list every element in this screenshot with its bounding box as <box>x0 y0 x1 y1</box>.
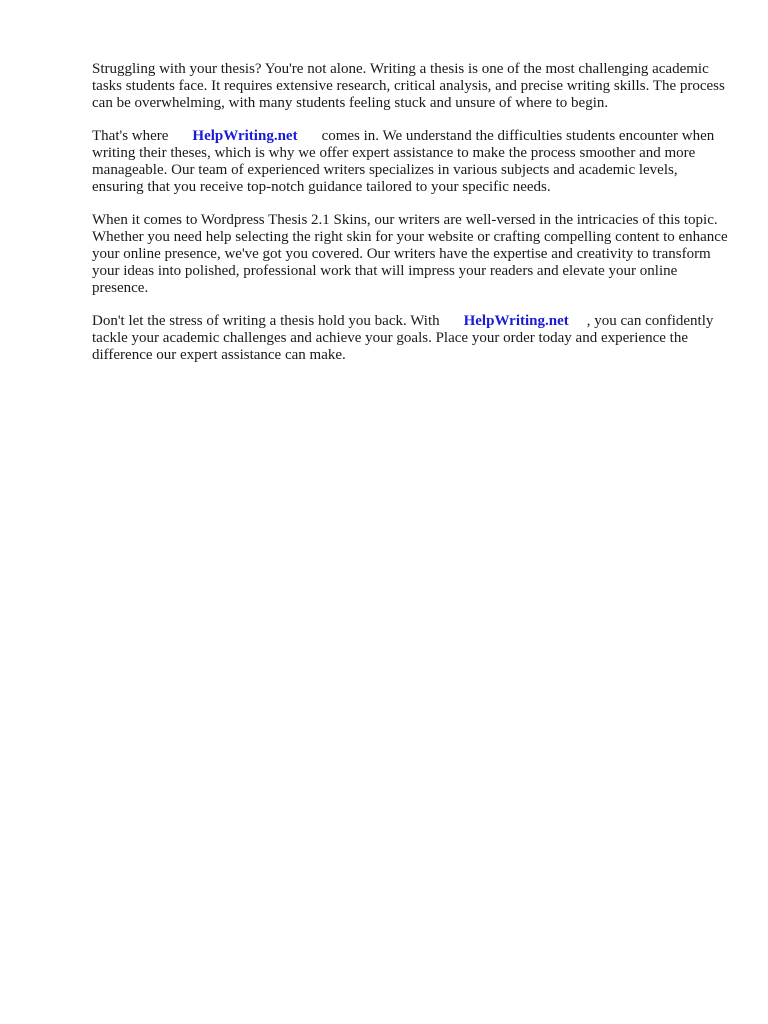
paragraph-intro-text: Struggling with your thesis? You're not alone. Writing a thesis is one of the most challenging academic tasks students face. It requires extensive research, critical analysis, and precise writing skills. The process can be overwhelming, with many students feeling stuck and unsure of where to begin. <box>92 61 725 111</box>
paragraph-closing-lead: Don't let the stress of writing a thesis hold you back. With <box>92 313 440 329</box>
paragraph-closing-text: , you can confidently tackle your academic challenges and achieve your goals. Place your order today and experience the difference our expert assistance can make. <box>92 313 714 363</box>
paragraph-topic-text: When it comes to Wordpress Thesis 2.1 Skins, our writers are well-versed in the intricacies of this topic. Whether you need help selecting the right skin for your website or crafting compelling content to enhance your online presence, we've got you covered. Our writers have the expertise and creativity to transform your ideas into polished, professional work that will impress your readers and elevate your online presence. <box>92 212 728 296</box>
paragraph-service-lead: That's where <box>92 128 169 144</box>
helpwriting-link[interactable]: HelpWriting.net <box>192 128 298 144</box>
paragraph-intro <box>92 61 728 112</box>
paragraph-service-text: comes in. We understand the difficulties students encounter when writing their theses, which is why we offer expert assistance to make the process smoother and more manageable. Our team of experienced writers specializes in various subjects and academic levels, ensuring that you receive top-notch guidance tailored to your specific needs. <box>92 128 715 195</box>
paragraph-service <box>92 128 728 196</box>
paragraph-closing <box>92 313 728 364</box>
paragraph-topic <box>92 212 728 297</box>
document-body <box>92 61 728 380</box>
helpwriting-link-closing[interactable]: HelpWriting.net <box>463 313 569 329</box>
